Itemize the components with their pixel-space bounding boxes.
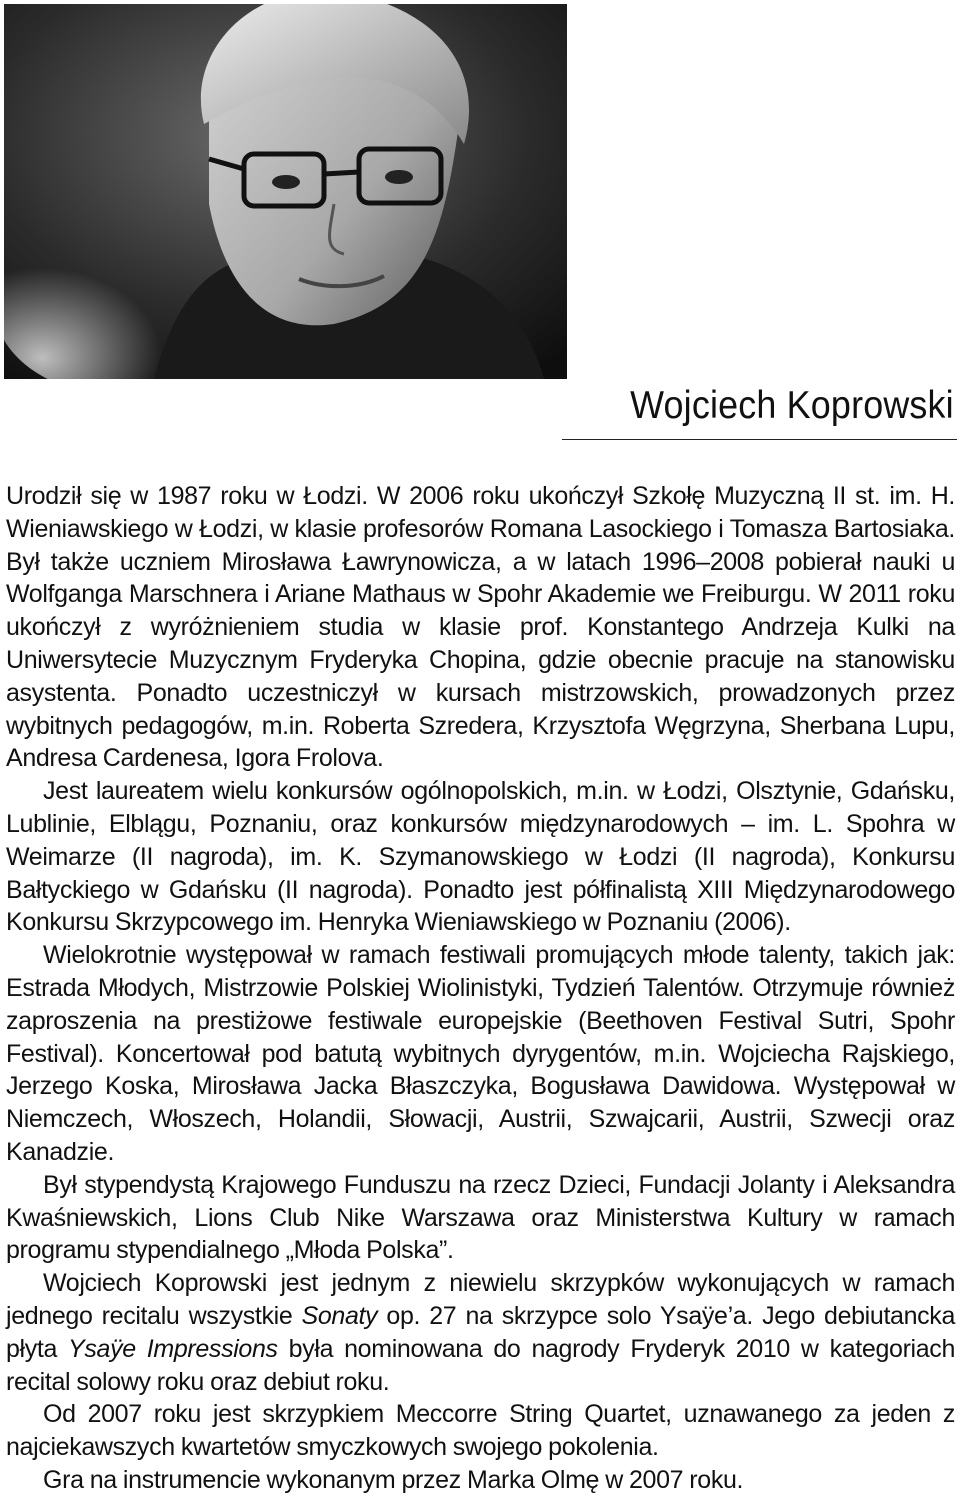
bio-paragraph-4: Był stypendystą Krajowego Funduszu na rzecz Dzieci, Fundacji Jolanty i Aleksandra Kwaśniewskich, Lions Club Nike Warszawa oraz Ministerstwa Kultury w ramach programu stypendialnego „Młoda Polska”.	[6, 1170, 955, 1265]
name-underline	[562, 439, 957, 440]
bio-paragraph-7: Gra na instrumencie wykonanym przez Marka Olmę w 2007 roku.	[43, 1465, 744, 1494]
portrait-image	[4, 4, 567, 379]
bio-text: op. 27 na skrzypce solo Ysaÿe’a. Jego debiutancka płyta	[6, 1301, 956, 1363]
bio-paragraph-5	[6, 1267, 955, 1398]
bio-text: była nominowana do nagrody Fryderyk 2010 w kategoriach recital solowy roku oraz debiut roku.	[6, 1334, 955, 1396]
bio-paragraph-1: Urodził się w 1987 roku w Łodzi. W 2006 roku ukończył Szkołę Muzyczną II st. im. H. Wieniawskiego w Łodzi, w klasie profesorów Romana Lasockiego i Tomasza Bartosiaka. Był także uczniem Mirosława Ławrynowicza, a w latach 1996–2008 pobierał nauki u Wolfganga Marschnera i Ariane Mathaus w Spohr Akademie we Freiburgu. W 2011 roku ukończył z wyróżnieniem studia w klasie prof. Konstantego Andrzeja Kulki na Uniwersytecie Muzycznym Fryderyka Chopina, gdzie obecnie pracuje na stanowisku asystenta. Ponadto uczestniczył w kursach mistrzowskich, prowadzonych przez wybitnych pedagogów, m.in. Roberta Szredera, Krzysztofa Węgrzyna, Sherbana Lupu, Andresa Cardenesa, Igora Frolova.	[6, 482, 955, 773]
biography	[6, 480, 955, 1497]
bio-paragraph-6: Od 2007 roku jest skrzypkiem Meccorre String Quartet, uznawanego za jeden z najciekawszych kwartetów smyczkowych swojego pokolenia.	[6, 1400, 955, 1462]
bio-paragraph-3: Wielokrotnie występował w ramach festiwali promujących młode talenty, takich jak: Estrada Młodych, Mistrzowie Polskiej Wiolinistyki, Tydzień Talentów. Otrzymuje również zaproszenia na prestiżowe festiwale europejskie (Beethoven Festival Sutri, Spohr Festival). Koncertował pod batutą wybitnych dyrygentów, m.in. Wojciecha Rajskiego, Jerzego Koska, Mirosława Jacka Błaszczyka, Bogusława Dawidowa. Występował w Niemczech, Włoszech, Holandii, Słowacji, Austrii, Szwajcarii, Austrii, Szwecji oraz Kanadzie.	[6, 941, 955, 1166]
bio-text: Wojciech Koprowski jest jednym z niewielu skrzypków wykonujących w ramach jednego recitalu wszystkie	[6, 1269, 955, 1330]
person-name: Wojciech Koprowski	[630, 384, 954, 427]
album-title: Ysaÿe Impressions	[68, 1334, 278, 1363]
work-title: Sonaty	[301, 1301, 378, 1330]
bio-paragraph-2: Jest laureatem wielu konkursów ogólnopolskich, m.in. w Łodzi, Olsztynie, Gdańsku, Lublinie, Elblągu, Poznaniu, oraz konkursów międzynarodowych – im. L. Spohra w Weimarze (II nagroda), im. K. Szymanowskiego w Łodzi (II nagroda), Konkursu Bałtyckiego w Gdańsku (II nagroda). Ponadto jest półfinalistą XIII Międzynarodowego Konkursu Skrzypcowego im. Henryka Wieniawskiego w Poznaniu (2006).	[6, 777, 955, 937]
portrait-photo	[4, 4, 567, 379]
